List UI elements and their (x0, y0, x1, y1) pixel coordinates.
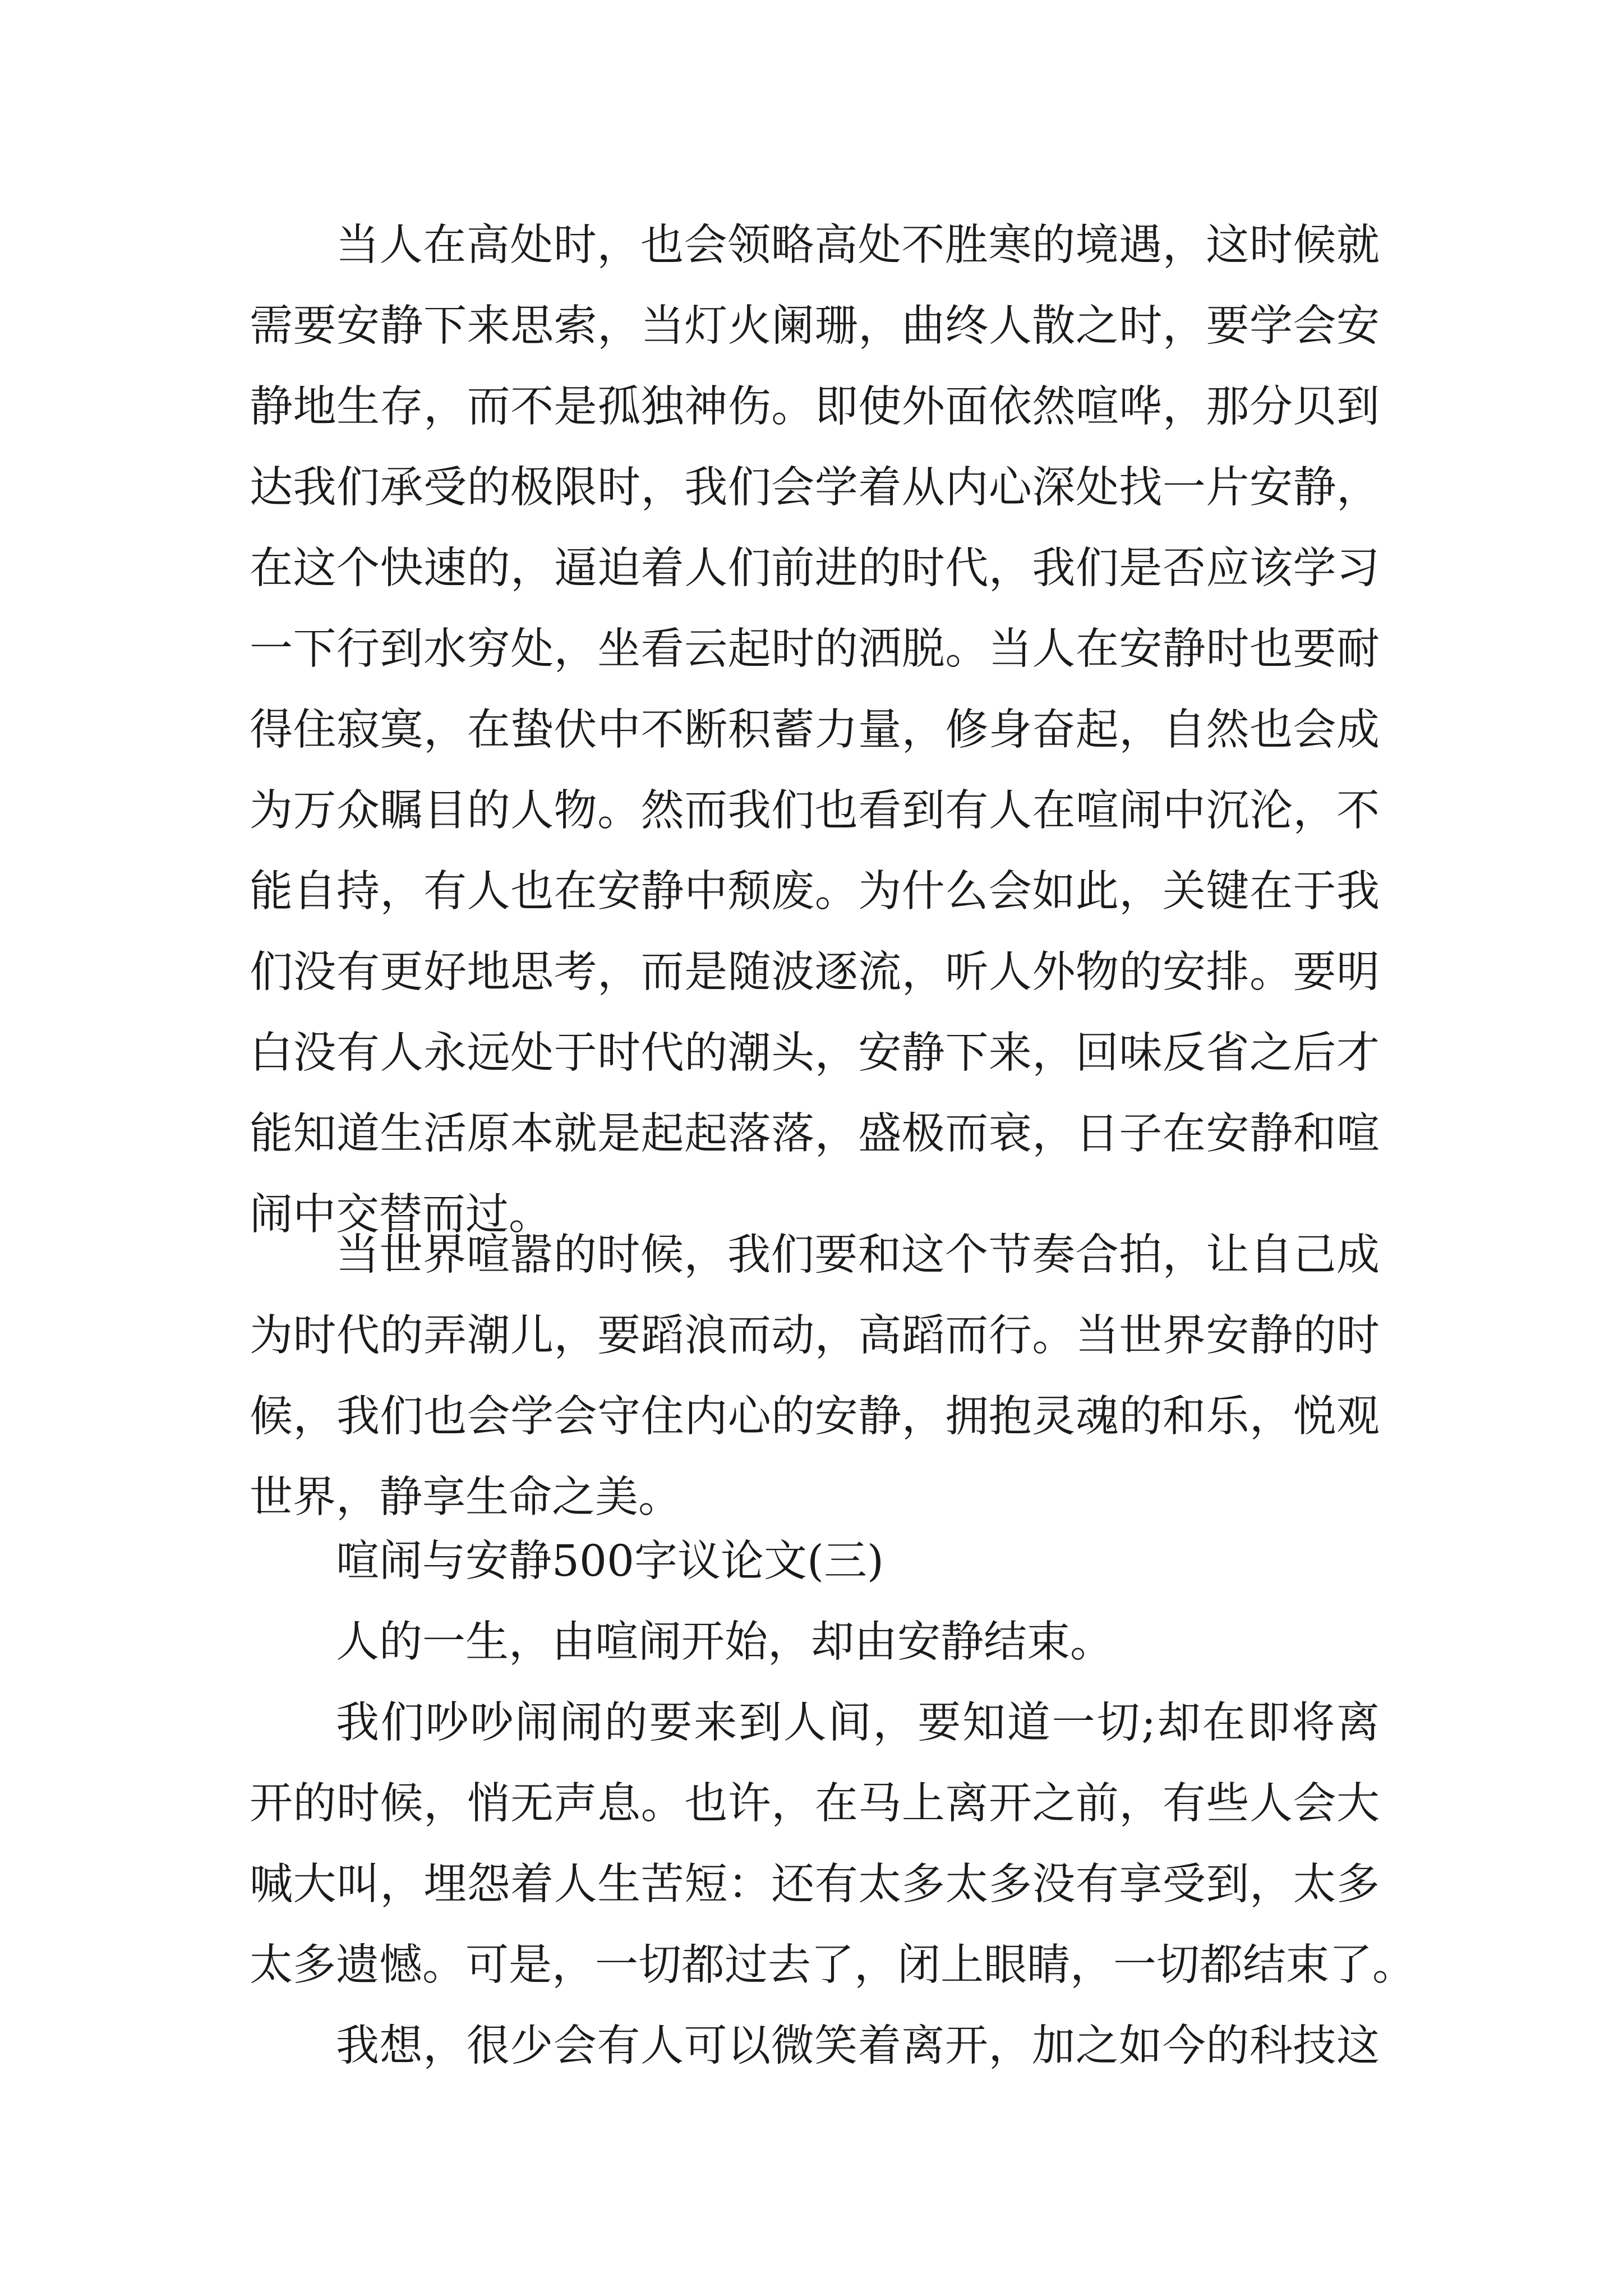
text-line: 我们吵吵闹闹的要来到人间，要知道一切;却在即将离 (336, 1698, 1380, 1748)
text-line: 能自持，有人也在安静中颓废。为什么会如此，关键在于我 (250, 867, 1380, 917)
text-line: 我想，很少会有人可以微笑着离开，加之如今的科技这 (336, 2021, 1380, 2071)
text-line: 人的一生，由喧闹开始，却由安静结束。 (336, 1617, 1113, 1667)
text-line: 为万众瞩目的人物。然而我们也看到有人在喧闹中沉沦，不 (250, 786, 1380, 836)
text-line: 世界，静享生命之美。 (250, 1473, 681, 1522)
text-line: 当世界喧嚣的时候，我们要和这个节奏合拍，让自己成 (336, 1230, 1380, 1280)
text-line: 为时代的弄潮儿，要蹈浪而动，高蹈而行。当世界安静的时 (250, 1311, 1380, 1361)
paragraph-1 (250, 205, 1380, 1255)
text-line: 开的时候，悄无声息。也许，在马上离开之前，有些人会大 (250, 1779, 1380, 1829)
text-line: 白没有人永远处于时代的潮头，安静下来，回味反省之后才 (250, 1028, 1380, 1078)
paragraph-2 (250, 1215, 1380, 1538)
text-line: 能知道生活原本就是起起落落，盛极而衰，日子在安静和喧 (250, 1109, 1380, 1159)
text-line: 在这个快速的，逼迫着人们前进的时代，我们是否应该学习 (250, 544, 1380, 593)
text-line: 达我们承受的极限时，我们会学着从内心深处找一片安静， (250, 463, 1380, 513)
text-line: 太多遗憾。可是，一切都过去了，闭上眼睛，一切都结束了。 (250, 1940, 1415, 1990)
essay-section-three (250, 1521, 1415, 2087)
text-line: 闹中交替而过。 (250, 1190, 552, 1240)
text-line: 得住寂寞，在蛰伏中不断积蓄力量，修身奋起，自然也会成 (250, 705, 1380, 755)
text-line: 当人在高处时，也会领略高处不胜寒的境遇，这时候就 (336, 220, 1380, 270)
text-line: 需要安静下来思索，当灯火阑珊，曲终人散之时，要学会安 (250, 301, 1380, 351)
section-heading: 喧闹与安静500字议论文(三) (336, 1536, 884, 1586)
text-line: 们没有更好地思考，而是随波逐流，听人外物的安排。要明 (250, 947, 1380, 997)
text-line: 静地生存，而不是孤独神伤。即使外面依然喧哗，那分贝到 (250, 382, 1380, 432)
text-line: 一下行到水穷处，坐看云起时的洒脱。当人在安静时也要耐 (250, 624, 1380, 674)
text-line: 喊大叫，埋怨着人生苦短：还有太多太多没有享受到，太多 (250, 1860, 1380, 1910)
text-line: 候，我们也会学会守住内心的安静，拥抱灵魂的和乐，悦观 (250, 1392, 1380, 1442)
